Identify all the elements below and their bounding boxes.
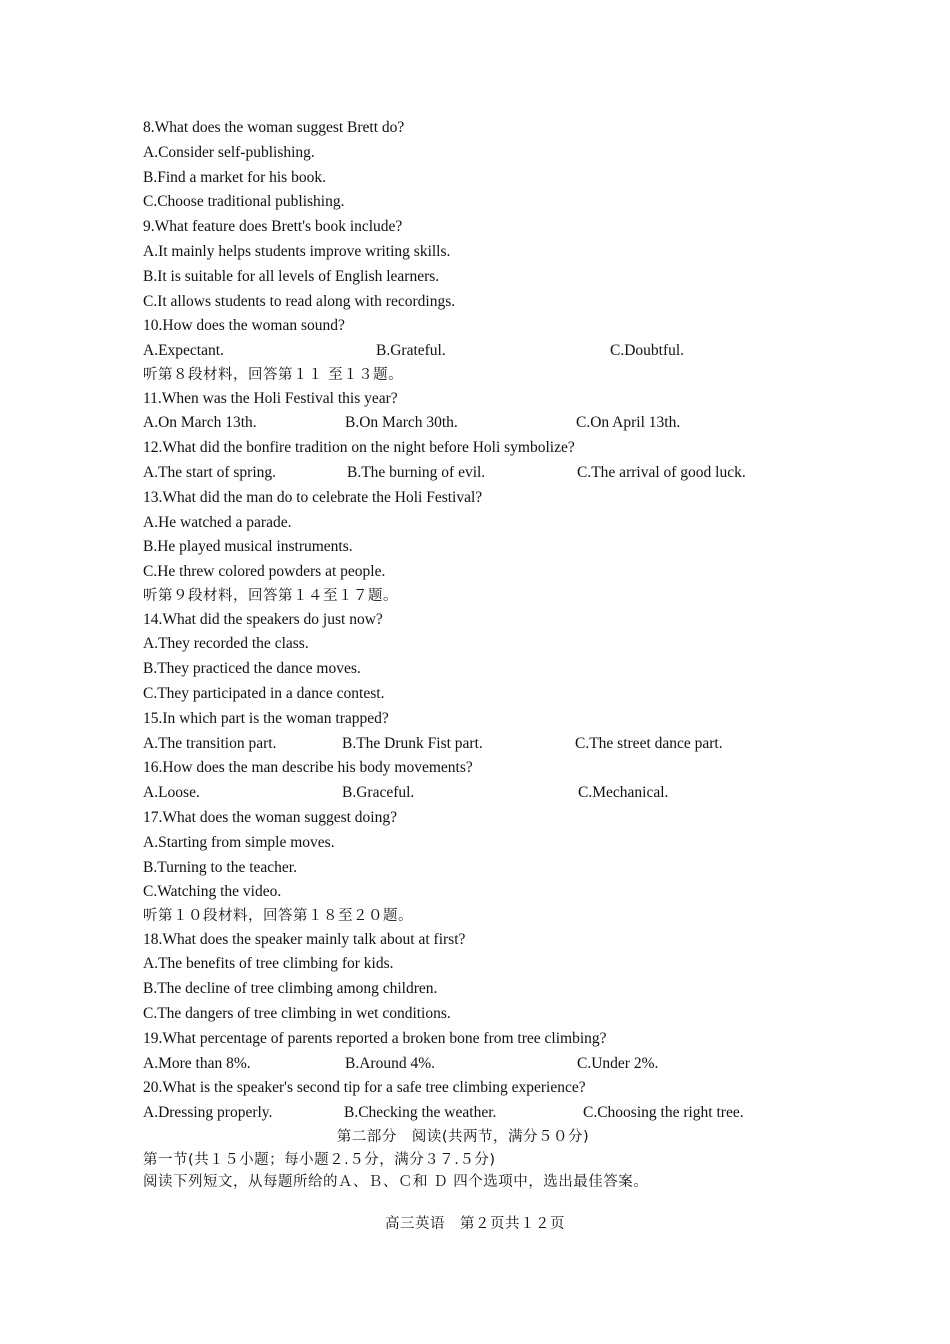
question-10: 10.How does the woman sound?: [143, 317, 345, 335]
option-11a: A.On March 13th.: [143, 414, 257, 432]
option-14a: A.They recorded the class.: [143, 635, 309, 653]
option-10c: C.Doubtful.: [610, 342, 685, 360]
option-19c: C.Under 2%.: [577, 1054, 659, 1072]
options-20: [143, 1101, 783, 1126]
option-18c: C.The dangers of tree climbing in wet conditions.: [143, 1005, 451, 1023]
options-10: [143, 339, 783, 364]
option-11c: C.On April 13th.: [576, 414, 681, 432]
option-19a: A.More than 8%.: [143, 1054, 251, 1072]
option-20c: C.Choosing the right tree.: [583, 1104, 744, 1122]
option-17b: B.Turning to the teacher.: [143, 858, 297, 876]
question-11: 11.When was the Holi Festival this year?: [143, 389, 398, 407]
option-14b: B.They practiced the dance moves.: [143, 660, 361, 678]
option-8b: B.Find a market for his book.: [143, 168, 326, 186]
option-13a: A.He watched a parade.: [143, 513, 292, 531]
option-8c: C.Choose traditional publishing.: [143, 193, 345, 211]
option-18b: B.The decline of tree climbing among children.: [143, 980, 438, 998]
option-17a: A.Starting from simple moves.: [143, 833, 335, 851]
part-2-section-1: 第一节(共１５小题；每小题２.５分，满分３７.５分): [143, 1151, 496, 1168]
option-10b: B.Grateful.: [376, 342, 446, 360]
option-9b: B.It is suitable for all levels of English learners.: [143, 267, 440, 285]
question-12: 12.What did the bonfire tradition on the night before Holi symbolize?: [143, 439, 575, 457]
question-8: 8.What does the woman suggest Brett do?: [143, 119, 405, 136]
option-13b: B.He played musical instruments.: [143, 538, 353, 556]
question-20: 20.What is the speaker's second tip for a safe tree climbing experience?: [143, 1079, 586, 1097]
question-13: 13.What did the man do to celebrate the Holi Festival?: [143, 488, 483, 506]
options-12: [143, 461, 783, 486]
exam-page: [143, 116, 783, 1194]
option-17c: C.Watching the video.: [143, 883, 282, 901]
option-15c: C.The street dance part.: [575, 734, 723, 752]
question-9: 9.What feature does Brett's book include?: [143, 218, 403, 236]
option-13c: C.He threw colored powders at people.: [143, 563, 386, 581]
options-16: [143, 781, 783, 806]
option-10a: A.Expectant.: [143, 342, 224, 360]
options-15: [143, 732, 783, 757]
part-2-title: 第二部分 阅读(共两节，满分５０分): [336, 1129, 590, 1146]
option-12a: A.The start of spring.: [143, 463, 277, 481]
option-15a: A.The transition part.: [143, 734, 277, 752]
option-14c: C.They participated in a dance contest.: [143, 684, 385, 702]
option-19b: B.Around 4%.: [345, 1054, 435, 1072]
options-19: [143, 1052, 783, 1077]
question-19: 19.What percentage of parents reported a broken bone from tree climbing?: [143, 1029, 607, 1047]
question-14: 14.What did the speakers do just now?: [143, 610, 383, 628]
question-16: 16.How does the man describe his body movements?: [143, 759, 473, 777]
section-10-heading: 听第１０段材料，回答第１８至２０题。: [143, 908, 413, 925]
options-11: [143, 411, 783, 436]
option-15b: B.The Drunk Fist part.: [342, 734, 483, 752]
option-9a: A.It mainly helps students improve writing skills.: [143, 242, 451, 260]
option-20b: B.Checking the weather.: [344, 1104, 497, 1122]
question-18: 18.What does the speaker mainly talk about at first?: [143, 930, 466, 948]
question-17: 17.What does the woman suggest doing?: [143, 808, 397, 826]
section-9-heading: 听第９段材料，回答第１４至１７题。: [143, 587, 398, 604]
option-16b: B.Graceful.: [342, 784, 415, 802]
option-18a: A.The benefits of tree climbing for kids.: [143, 955, 394, 973]
question-15: 15.In which part is the woman trapped?: [143, 709, 389, 727]
option-16a: A.Loose.: [143, 784, 200, 802]
option-16c: C.Mechanical.: [578, 784, 669, 802]
option-8a: A.Consider self-publishing.: [143, 143, 315, 161]
option-9c: C.It allows students to read along with recordings.: [143, 292, 456, 310]
option-11b: B.On March 30th.: [345, 414, 458, 432]
part-2-instruction: 阅读下列短文，从每题所给的Ａ、Ｂ、Ｃ和 Ｄ 四个选项中，选出最佳答案。: [143, 1174, 649, 1191]
page-footer: 高三英语 第２页共１２页: [385, 1216, 565, 1232]
section-8-heading: 听第８段材料，回答第１１ 至１３题。: [143, 366, 404, 383]
option-20a: A.Dressing properly.: [143, 1104, 273, 1122]
option-12b: B.The burning of evil.: [347, 463, 486, 481]
option-12c: C.The arrival of good luck.: [577, 463, 746, 481]
